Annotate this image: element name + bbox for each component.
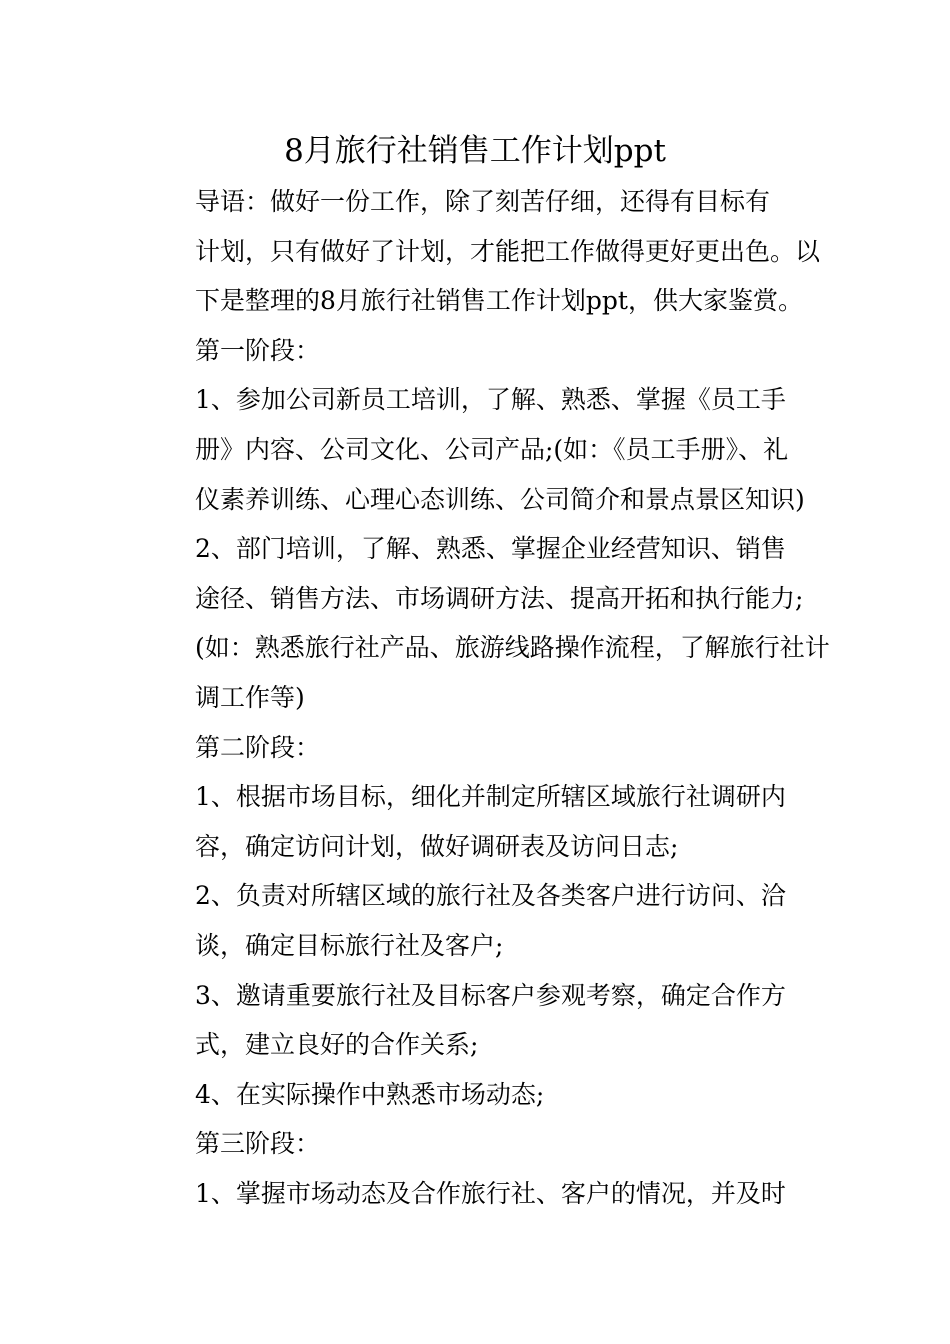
paragraph-line: 仪素养训练、心理心态训练、公司简介和景点景区知识) — [195, 484, 805, 514]
paragraph-line: 容，确定访问计划，做好调研表及访问日志; — [195, 831, 679, 861]
paragraph — [145, 871, 807, 970]
paragraph-line: 4、在实际操作中熟悉市场动态; — [195, 1079, 545, 1109]
paragraph-line: 1、掌握市场动态及合作旅行社、客户的情况，并及时 — [195, 1178, 786, 1208]
paragraph-line: 第三阶段： — [195, 1129, 321, 1159]
paragraph-line: 调工作等) — [195, 682, 305, 712]
paragraph — [145, 326, 807, 376]
paragraph — [145, 971, 807, 1070]
paragraph — [145, 375, 807, 524]
paragraph-line: 谈，确定目标旅行社及客户; — [195, 930, 504, 960]
paragraph-line: 计划，只有做好了计划，才能把工作做得更好更出色。以 — [195, 236, 821, 266]
paragraph — [145, 772, 807, 871]
paragraph-line: 1、参加公司新员工培训，了解、熟悉、掌握《员工手 — [195, 385, 786, 415]
paragraph — [145, 1070, 807, 1120]
paragraph-line: 导语：做好一份工作，除了刻苦仔细，还得有目标有 — [195, 187, 771, 216]
paragraph-line: 1、根据市场目标，细化并制定所辖区域旅行社调研内 — [195, 782, 786, 812]
paragraph-line: 2、部门培训，了解、熟悉、掌握企业经营知识、销售 — [195, 534, 786, 564]
document-title: 8月旅行社销售工作计划ppt — [284, 133, 666, 169]
paragraph — [145, 524, 830, 722]
paragraph — [145, 723, 807, 773]
paragraph-line: 2、负责对所辖区域的旅行社及各类客户进行访问、洽 — [195, 881, 786, 911]
paragraph-line: 第一阶段： — [195, 335, 321, 365]
document-body — [145, 177, 830, 1218]
paragraph-line: 式，建立良好的合作关系; — [195, 1030, 479, 1060]
paragraph-line: 第二阶段： — [195, 732, 321, 762]
paragraph-line: 3、邀请重要旅行社及目标客户参观考察，确定合作方 — [195, 980, 786, 1010]
paragraph — [145, 1119, 807, 1169]
paragraph — [145, 177, 821, 326]
paragraph-line: (如：熟悉旅行社产品、旅游线路操作流程，了解旅行社计 — [195, 633, 830, 663]
paragraph-line: 途径、销售方法、市场调研方法、提高开拓和执行能力; — [195, 583, 804, 613]
paragraph-line: 下是整理的8月旅行社销售工作计划ppt，供大家鉴赏。 — [195, 286, 803, 316]
paragraph-line: 册》内容、公司文化、公司产品;(如：《员工手册》、礼 — [195, 434, 789, 464]
paragraph — [145, 1169, 807, 1219]
